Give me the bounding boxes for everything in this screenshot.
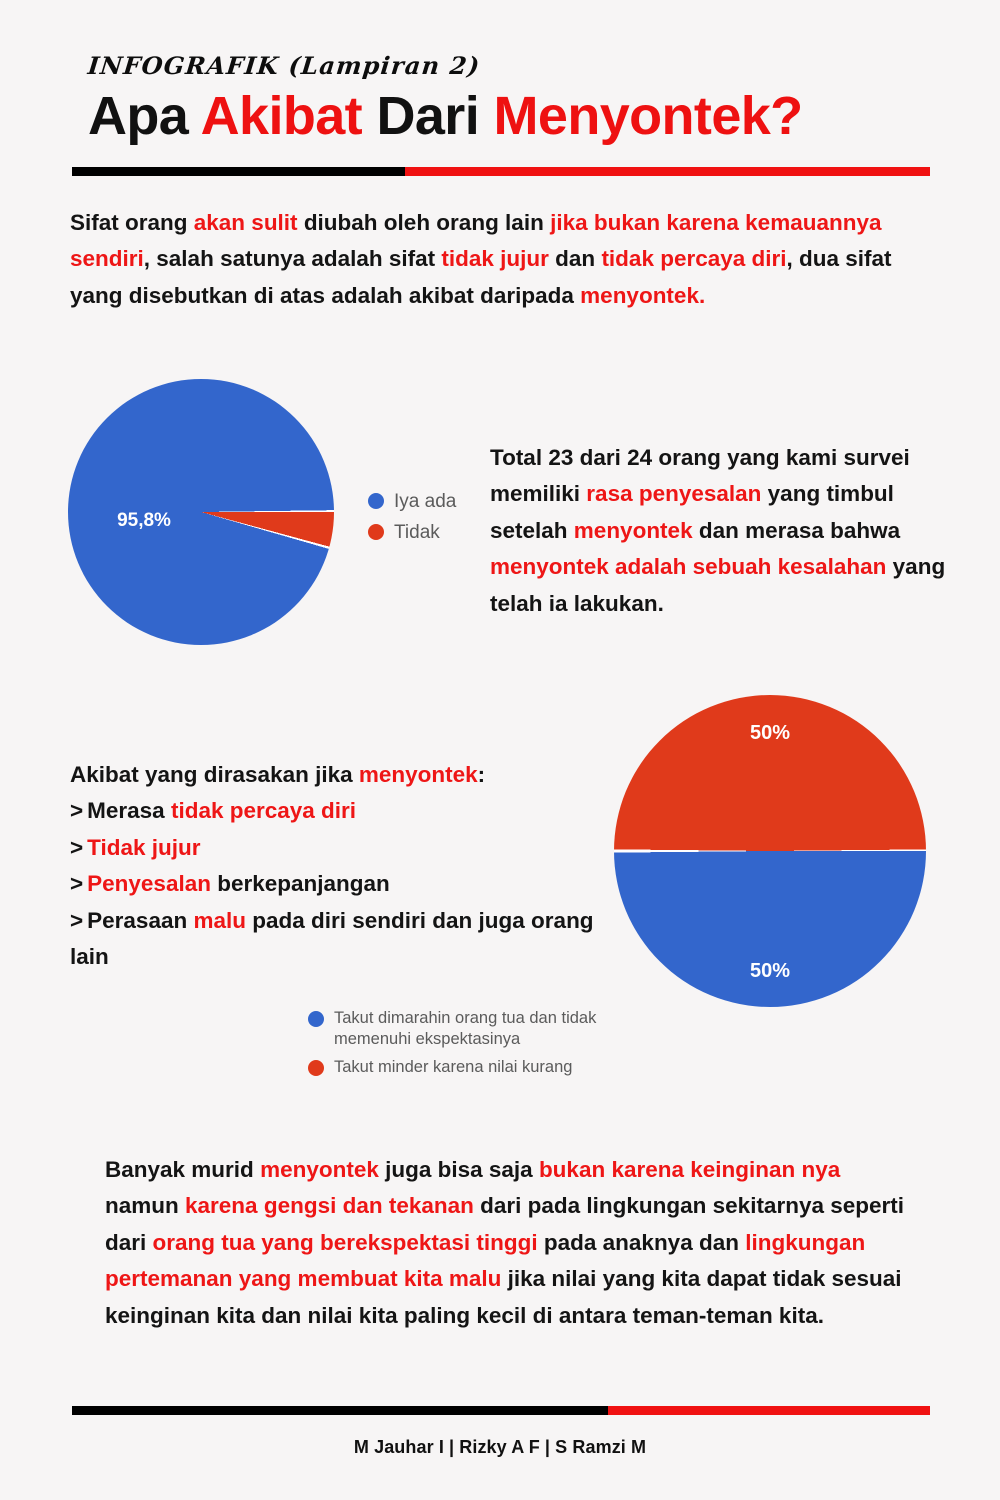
bullet-marker-icon: > <box>70 798 84 824</box>
legend-dot-blue-icon <box>308 1011 324 1027</box>
akibat-list-block <box>70 757 610 976</box>
page-title <box>88 85 803 147</box>
legend-item <box>368 521 456 546</box>
bullet-marker-icon: > <box>70 907 84 933</box>
akibat-item <box>70 903 610 976</box>
header-divider <box>72 167 930 176</box>
legend-dot-red-icon <box>368 524 384 540</box>
legend-dot-red-icon <box>308 1060 324 1076</box>
legend-label: Takut minder karena nilai kurang <box>334 1057 573 1076</box>
kicker-label: INFOGRAFIK (Lampiran 2) <box>86 51 482 80</box>
legend-label: Iya ada <box>394 491 457 512</box>
akibat-item-text: Tidak jujur <box>87 834 201 860</box>
bullet-marker-icon: > <box>70 871 84 897</box>
legend-item <box>308 1008 638 1051</box>
akibat-heading: Akibat yang dirasakan jika menyontek: <box>70 762 486 787</box>
akibat-item <box>70 793 610 829</box>
legend-label: Tidak <box>394 521 440 543</box>
pie-slice-label-takut-dimarahin: 50% <box>749 960 791 982</box>
akibat-item-text: Merasa tidak percaya diri <box>87 798 357 824</box>
akibat-item-text: Penyesalan berkepanjangan <box>87 871 390 897</box>
divider-segment-black <box>72 1406 608 1415</box>
legend-dot-blue-icon <box>368 493 384 509</box>
intro-paragraph: Sifat orang akan sulit diubah oleh orang lain jika bukan karena kemauannya sendiri, salah satunya adalah sifat tidak jujur dan tidak percaya diri, dua sifat yang disebutkan di atas adalah akibat daripada menyontek. <box>70 210 892 308</box>
divider-segment-red <box>608 1406 930 1415</box>
akibat-item-text: Perasaan malu pada diri sendiri dan juga orang lain <box>70 907 594 970</box>
bullet-marker-icon: > <box>70 834 84 860</box>
divider-segment-black <box>72 167 405 176</box>
title-rich-text: Apa Akibat Dari Menyontek? <box>88 86 803 146</box>
akibat-item <box>70 866 610 902</box>
akibat-item <box>70 830 610 866</box>
pie-chart-penyesalan-legend <box>368 490 456 551</box>
legend-item <box>368 490 456 515</box>
legend-item <box>308 1057 638 1078</box>
pie-slice-label-iya-ada: 95,8% <box>117 510 171 531</box>
pie-chart-alasan-legend <box>308 1008 638 1084</box>
divider-segment-red <box>405 167 930 176</box>
footer-credits: M Jauhar I | Rizky A F | S Ramzi M <box>353 1437 647 1457</box>
survey-paragraph: Total 23 dari 24 orang yang kami survei memiliki rasa penyesalan yang timbul setelah menyontek dan merasa bahwa menyontek adalah sebuah kesalahan yang telah ia lakukan. <box>490 445 946 616</box>
legend-label: Takut dimarahin orang tua dan tidak memenuhi ekspektasinya <box>334 1009 597 1049</box>
footer-divider <box>72 1406 930 1415</box>
pie-slice-label-takut-minder: 50% <box>749 722 791 744</box>
bottom-paragraph: Banyak murid menyontek juga bisa saja bukan karena keinginan nya namun karena gengsi dan tekanan dari pada lingkungan sekitarnya seperti dari orang tua yang berekspektasi tinggi pada anaknya dan lingkungan pertemanan yang membuat kita malu jika nilai yang kita dapat tidak sesuai keinginan kita dan nilai kita paling kecil di antara teman-teman kita. <box>105 1157 905 1328</box>
